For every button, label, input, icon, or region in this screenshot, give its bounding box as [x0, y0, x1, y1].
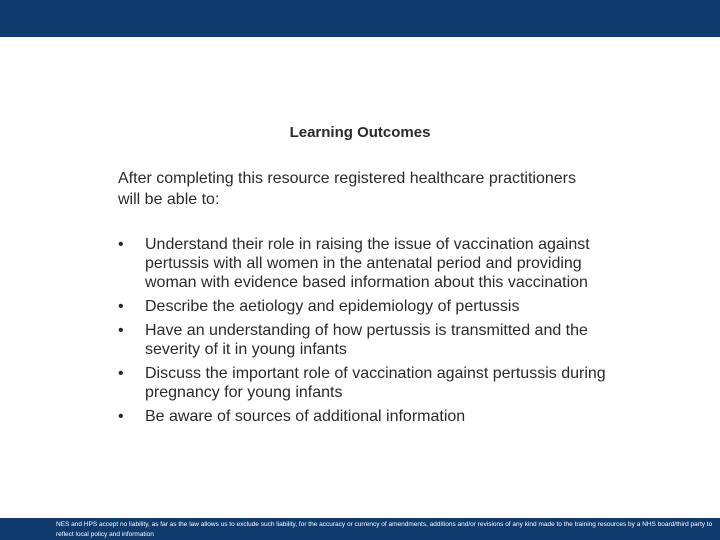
learning-outcomes-list: [118, 235, 618, 431]
list-item: [118, 297, 618, 316]
bullet-dot: •: [118, 322, 124, 339]
list-item-text: Have an understanding of how pertussis is transmitted and the severity of it in young infants: [145, 322, 588, 358]
slide-title: Learning Outcomes: [289, 124, 431, 141]
list-item: [118, 321, 618, 359]
list-item-text: Understand their role in raising the issue of vaccination against pertussis with all women in the antenatal period and providing woman with evidence based information about this vaccination: [145, 236, 590, 291]
list-item: [118, 364, 618, 402]
bullet-dot: •: [118, 365, 124, 382]
bullet-dot: •: [118, 408, 124, 425]
list-item-text: Be aware of sources of additional information: [145, 408, 466, 425]
bullet-dot: •: [118, 236, 124, 253]
list-item: [118, 407, 618, 426]
bullet-dot: •: [118, 298, 124, 315]
top-header-bar: [0, 0, 720, 37]
list-item: [118, 235, 618, 292]
footer-disclaimer: NES and HPS accept no liability, as far as the law allows us to exclude such liability, for the accuracy or currency of amendments, additions and/or revisions of any kind made to the training resources by a NHS board/third party to reflect local policy and information: [56, 521, 713, 538]
footer-bar: [0, 518, 720, 540]
intro-text: After completing this resource registered healthcare practitioners will be able to:: [118, 170, 576, 208]
list-item-text: Discuss the important role of vaccination against pertussis during pregnancy for young infants: [145, 365, 606, 401]
list-item-text: Describe the aetiology and epidemiology of pertussis: [145, 298, 520, 315]
